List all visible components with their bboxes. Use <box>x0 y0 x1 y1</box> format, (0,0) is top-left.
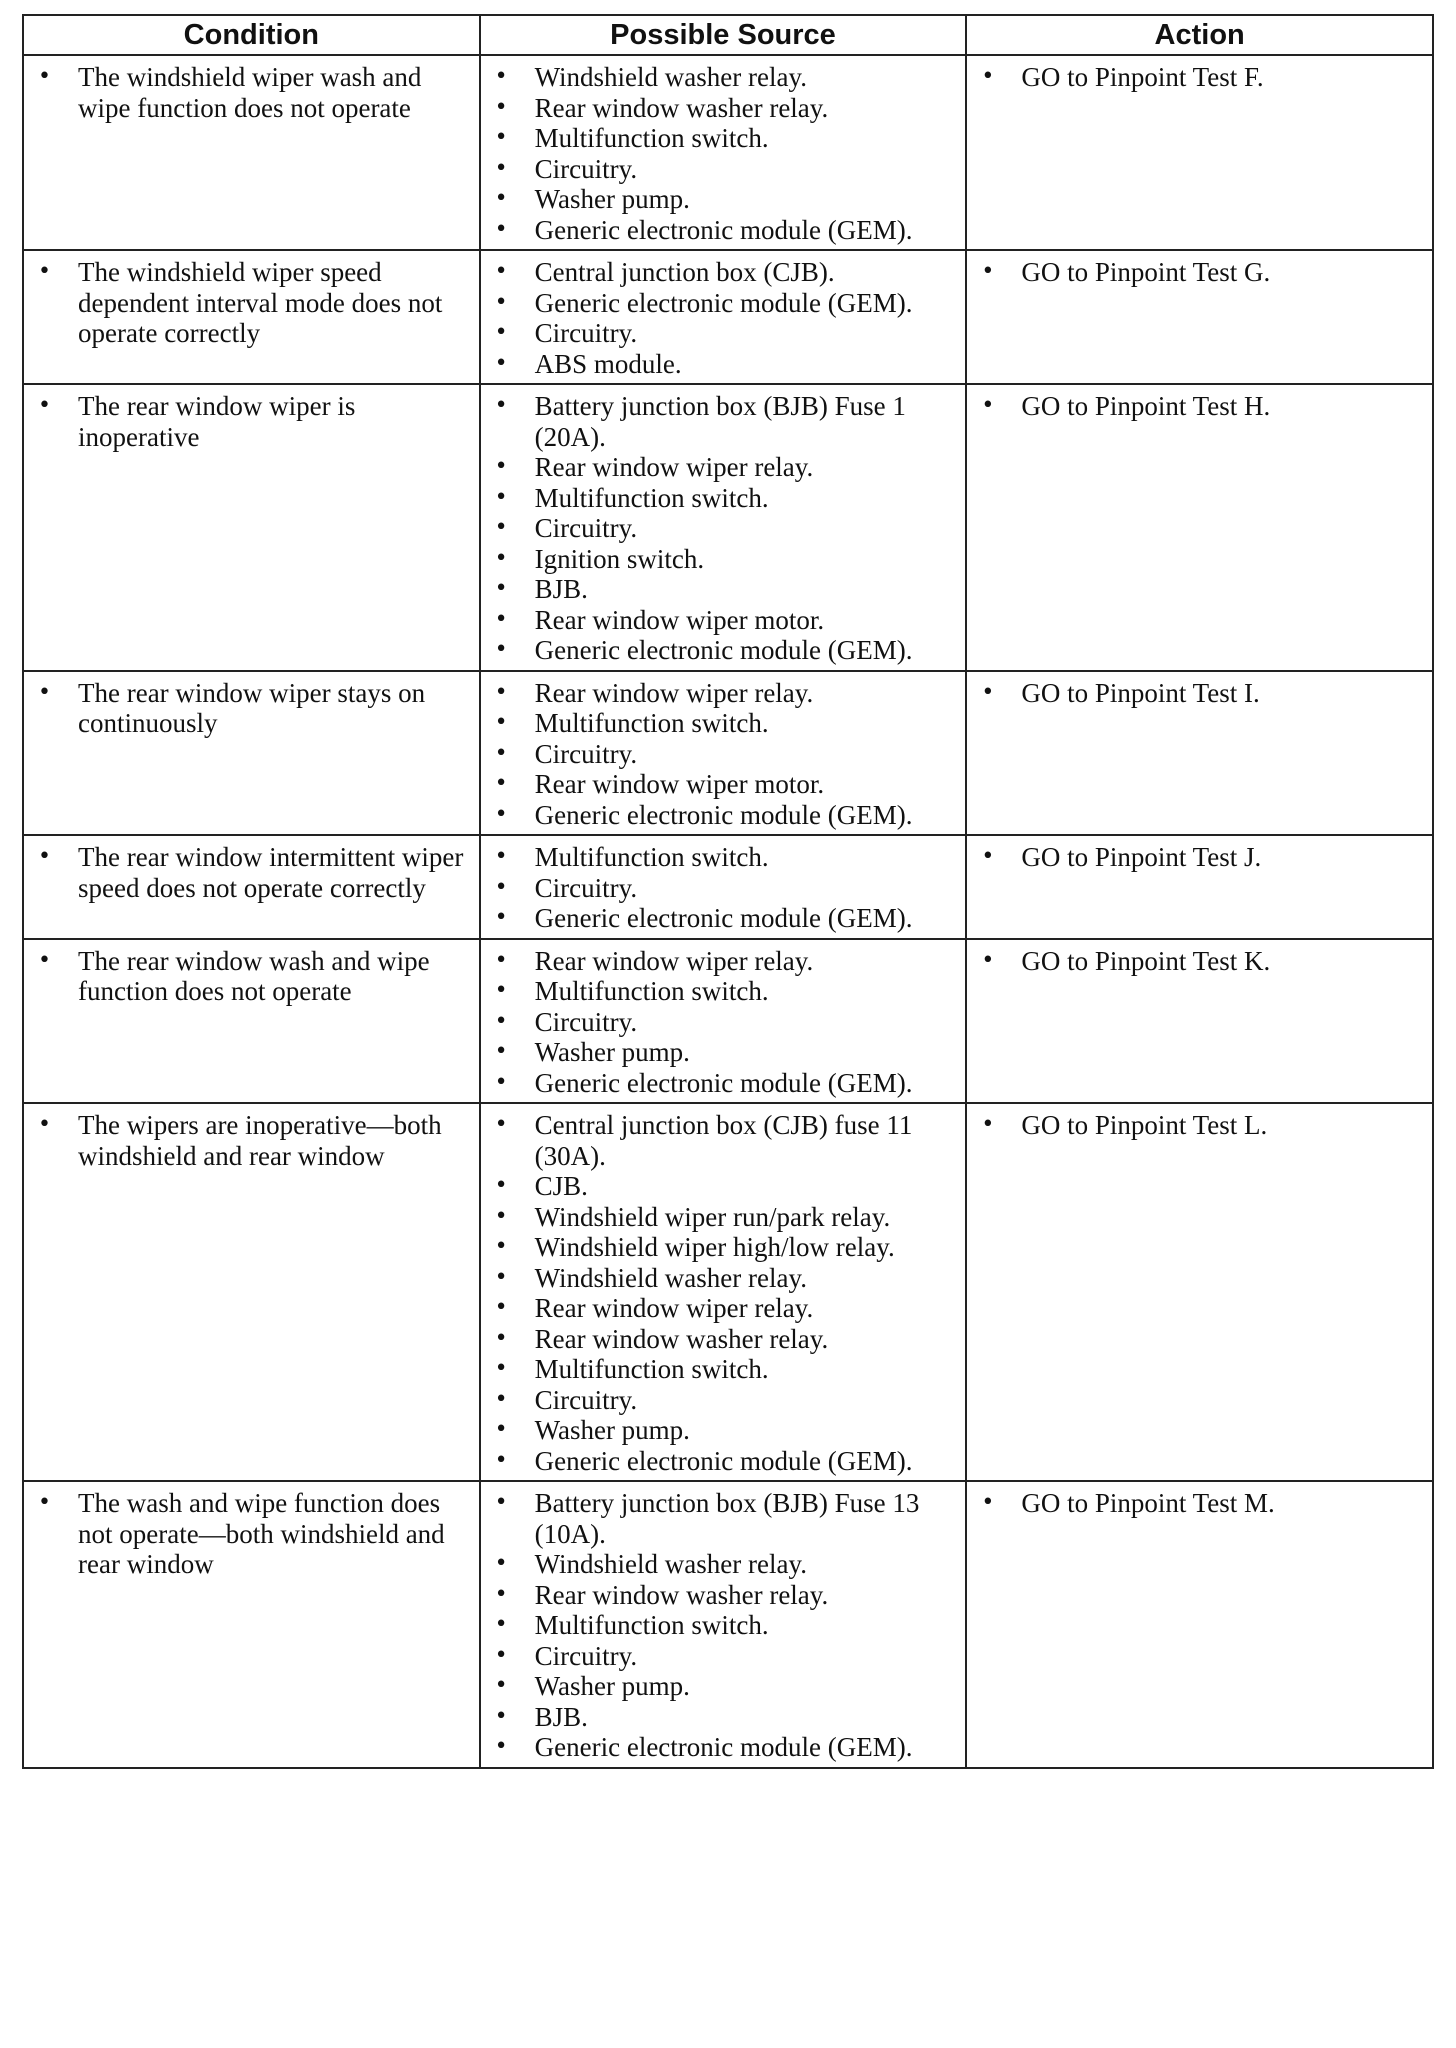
possible-source-item: • Circuitry. <box>489 1641 958 1672</box>
condition-list <box>32 1488 471 1580</box>
table-row <box>23 384 1433 671</box>
table-body <box>23 55 1433 1768</box>
possible-source-item: • Rear window wiper relay. <box>489 678 958 709</box>
possible-source-item: • Circuitry. <box>489 1007 958 1038</box>
header-condition: Condition <box>23 15 480 55</box>
possible-source-cell <box>480 250 967 384</box>
possible-source-item: • BJB. <box>489 574 958 605</box>
table-row <box>23 1103 1433 1481</box>
action-text: • GO to Pinpoint Test G. <box>975 257 1424 288</box>
condition-list <box>32 1110 471 1171</box>
possible-source-item: • Generic electronic module (GEM). <box>489 288 958 319</box>
possible-source-item: • Washer pump. <box>489 1671 958 1702</box>
table-row <box>23 1481 1433 1768</box>
possible-source-item: • Multifunction switch. <box>489 976 958 1007</box>
action-text: • GO to Pinpoint Test K. <box>975 946 1424 977</box>
possible-source-item: • Rear window wiper relay. <box>489 1293 958 1324</box>
possible-source-item: • Rear window washer relay. <box>489 1580 958 1611</box>
action-list <box>975 842 1424 873</box>
action-text: • GO to Pinpoint Test M. <box>975 1488 1424 1519</box>
possible-source-item: • Central junction box (CJB) fuse 11 (30A). <box>489 1110 958 1171</box>
action-text: • GO to Pinpoint Test L. <box>975 1110 1424 1141</box>
action-cell <box>966 55 1433 250</box>
action-list <box>975 391 1424 422</box>
possible-source-item: • Generic electronic module (GEM). <box>489 635 958 666</box>
condition-text: • The wash and wipe function does not operate—both windshield and rear window <box>32 1488 471 1580</box>
action-cell <box>966 1481 1433 1768</box>
possible-source-item: • Multifunction switch. <box>489 708 958 739</box>
possible-source-list <box>489 678 958 831</box>
possible-source-item: • Washer pump. <box>489 1037 958 1068</box>
table-row <box>23 55 1433 250</box>
possible-source-item: • Windshield washer relay. <box>489 1549 958 1580</box>
possible-source-item: • Rear window wiper relay. <box>489 452 958 483</box>
possible-source-item: • Generic electronic module (GEM). <box>489 800 958 831</box>
condition-list <box>32 62 471 123</box>
possible-source-list <box>489 842 958 934</box>
possible-source-cell <box>480 1481 967 1768</box>
possible-source-item: • Circuitry. <box>489 318 958 349</box>
possible-source-item: • Washer pump. <box>489 184 958 215</box>
condition-cell <box>23 1103 480 1481</box>
condition-list <box>32 257 471 349</box>
action-text: • GO to Pinpoint Test H. <box>975 391 1424 422</box>
possible-source-item: • Windshield wiper high/low relay. <box>489 1232 958 1263</box>
condition-cell <box>23 250 480 384</box>
condition-cell <box>23 1481 480 1768</box>
action-cell <box>966 671 1433 836</box>
table-row <box>23 250 1433 384</box>
condition-text: • The windshield wiper speed dependent interval mode does not operate correctly <box>32 257 471 349</box>
possible-source-list <box>489 1110 958 1476</box>
possible-source-item: • Multifunction switch. <box>489 842 958 873</box>
condition-text: • The rear window wash and wipe function does not operate <box>32 946 471 1007</box>
possible-source-item: • CJB. <box>489 1171 958 1202</box>
condition-cell <box>23 384 480 671</box>
possible-source-item: • Multifunction switch. <box>489 123 958 154</box>
possible-source-list <box>489 946 958 1099</box>
possible-source-item: • Multifunction switch. <box>489 1354 958 1385</box>
possible-source-item: • Windshield wiper run/park relay. <box>489 1202 958 1233</box>
action-list <box>975 678 1424 709</box>
possible-source-item: • Generic electronic module (GEM). <box>489 1446 958 1477</box>
possible-source-list <box>489 62 958 245</box>
possible-source-item: • Windshield washer relay. <box>489 1263 958 1294</box>
possible-source-item: • Generic electronic module (GEM). <box>489 1068 958 1099</box>
condition-list <box>32 678 471 739</box>
possible-source-item: • Generic electronic module (GEM). <box>489 1732 958 1763</box>
diagnosis-table <box>22 14 1434 1769</box>
condition-text: • The rear window intermittent wiper speed does not operate correctly <box>32 842 471 903</box>
possible-source-item: • Multifunction switch. <box>489 483 958 514</box>
possible-source-item: • Central junction box (CJB). <box>489 257 958 288</box>
possible-source-cell <box>480 835 967 939</box>
action-list <box>975 62 1424 93</box>
condition-cell <box>23 835 480 939</box>
possible-source-item: • Generic electronic module (GEM). <box>489 215 958 246</box>
possible-source-item: • Washer pump. <box>489 1415 958 1446</box>
possible-source-item: • Rear window wiper relay. <box>489 946 958 977</box>
possible-source-list <box>489 257 958 379</box>
table-row <box>23 835 1433 939</box>
action-cell <box>966 939 1433 1104</box>
action-text: • GO to Pinpoint Test F. <box>975 62 1424 93</box>
possible-source-list <box>489 1488 958 1763</box>
possible-source-item: • Multifunction switch. <box>489 1610 958 1641</box>
action-cell <box>966 835 1433 939</box>
possible-source-item: • ABS module. <box>489 349 958 380</box>
possible-source-cell <box>480 1103 967 1481</box>
table-row <box>23 671 1433 836</box>
possible-source-list <box>489 391 958 666</box>
table-row <box>23 939 1433 1104</box>
possible-source-item: • Circuitry. <box>489 154 958 185</box>
possible-source-cell <box>480 939 967 1104</box>
possible-source-cell <box>480 384 967 671</box>
action-cell <box>966 384 1433 671</box>
possible-source-item: • Generic electronic module (GEM). <box>489 903 958 934</box>
action-text: • GO to Pinpoint Test I. <box>975 678 1424 709</box>
header-possible-source: Possible Source <box>480 15 967 55</box>
condition-cell <box>23 939 480 1104</box>
possible-source-item: • Ignition switch. <box>489 544 958 575</box>
possible-source-item: • Circuitry. <box>489 873 958 904</box>
action-list <box>975 257 1424 288</box>
possible-source-item: • Circuitry. <box>489 739 958 770</box>
possible-source-item: • Rear window wiper motor. <box>489 769 958 800</box>
possible-source-item: • Rear window washer relay. <box>489 1324 958 1355</box>
action-cell <box>966 250 1433 384</box>
condition-list <box>32 842 471 903</box>
condition-text: • The windshield wiper wash and wipe function does not operate <box>32 62 471 123</box>
action-list <box>975 1110 1424 1141</box>
possible-source-item: • Windshield washer relay. <box>489 62 958 93</box>
condition-text: • The rear window wiper is inoperative <box>32 391 471 452</box>
condition-cell <box>23 671 480 836</box>
header-row <box>23 15 1433 55</box>
possible-source-item: • Circuitry. <box>489 1385 958 1416</box>
condition-text: • The wipers are inoperative—both windshield and rear window <box>32 1110 471 1171</box>
action-text: • GO to Pinpoint Test J. <box>975 842 1424 873</box>
condition-list <box>32 946 471 1007</box>
possible-source-item: • Rear window washer relay. <box>489 93 958 124</box>
possible-source-item: • Circuitry. <box>489 513 958 544</box>
possible-source-item: • Battery junction box (BJB) Fuse 1 (20A). <box>489 391 958 452</box>
action-list <box>975 1488 1424 1519</box>
action-cell <box>966 1103 1433 1481</box>
possible-source-item: • Rear window wiper motor. <box>489 605 958 636</box>
possible-source-cell <box>480 671 967 836</box>
condition-cell <box>23 55 480 250</box>
action-list <box>975 946 1424 977</box>
possible-source-cell <box>480 55 967 250</box>
condition-list <box>32 391 471 452</box>
possible-source-item: • BJB. <box>489 1702 958 1733</box>
header-action: Action <box>966 15 1433 55</box>
possible-source-item: • Battery junction box (BJB) Fuse 13 (10A). <box>489 1488 958 1549</box>
condition-text: • The rear window wiper stays on continuously <box>32 678 471 739</box>
